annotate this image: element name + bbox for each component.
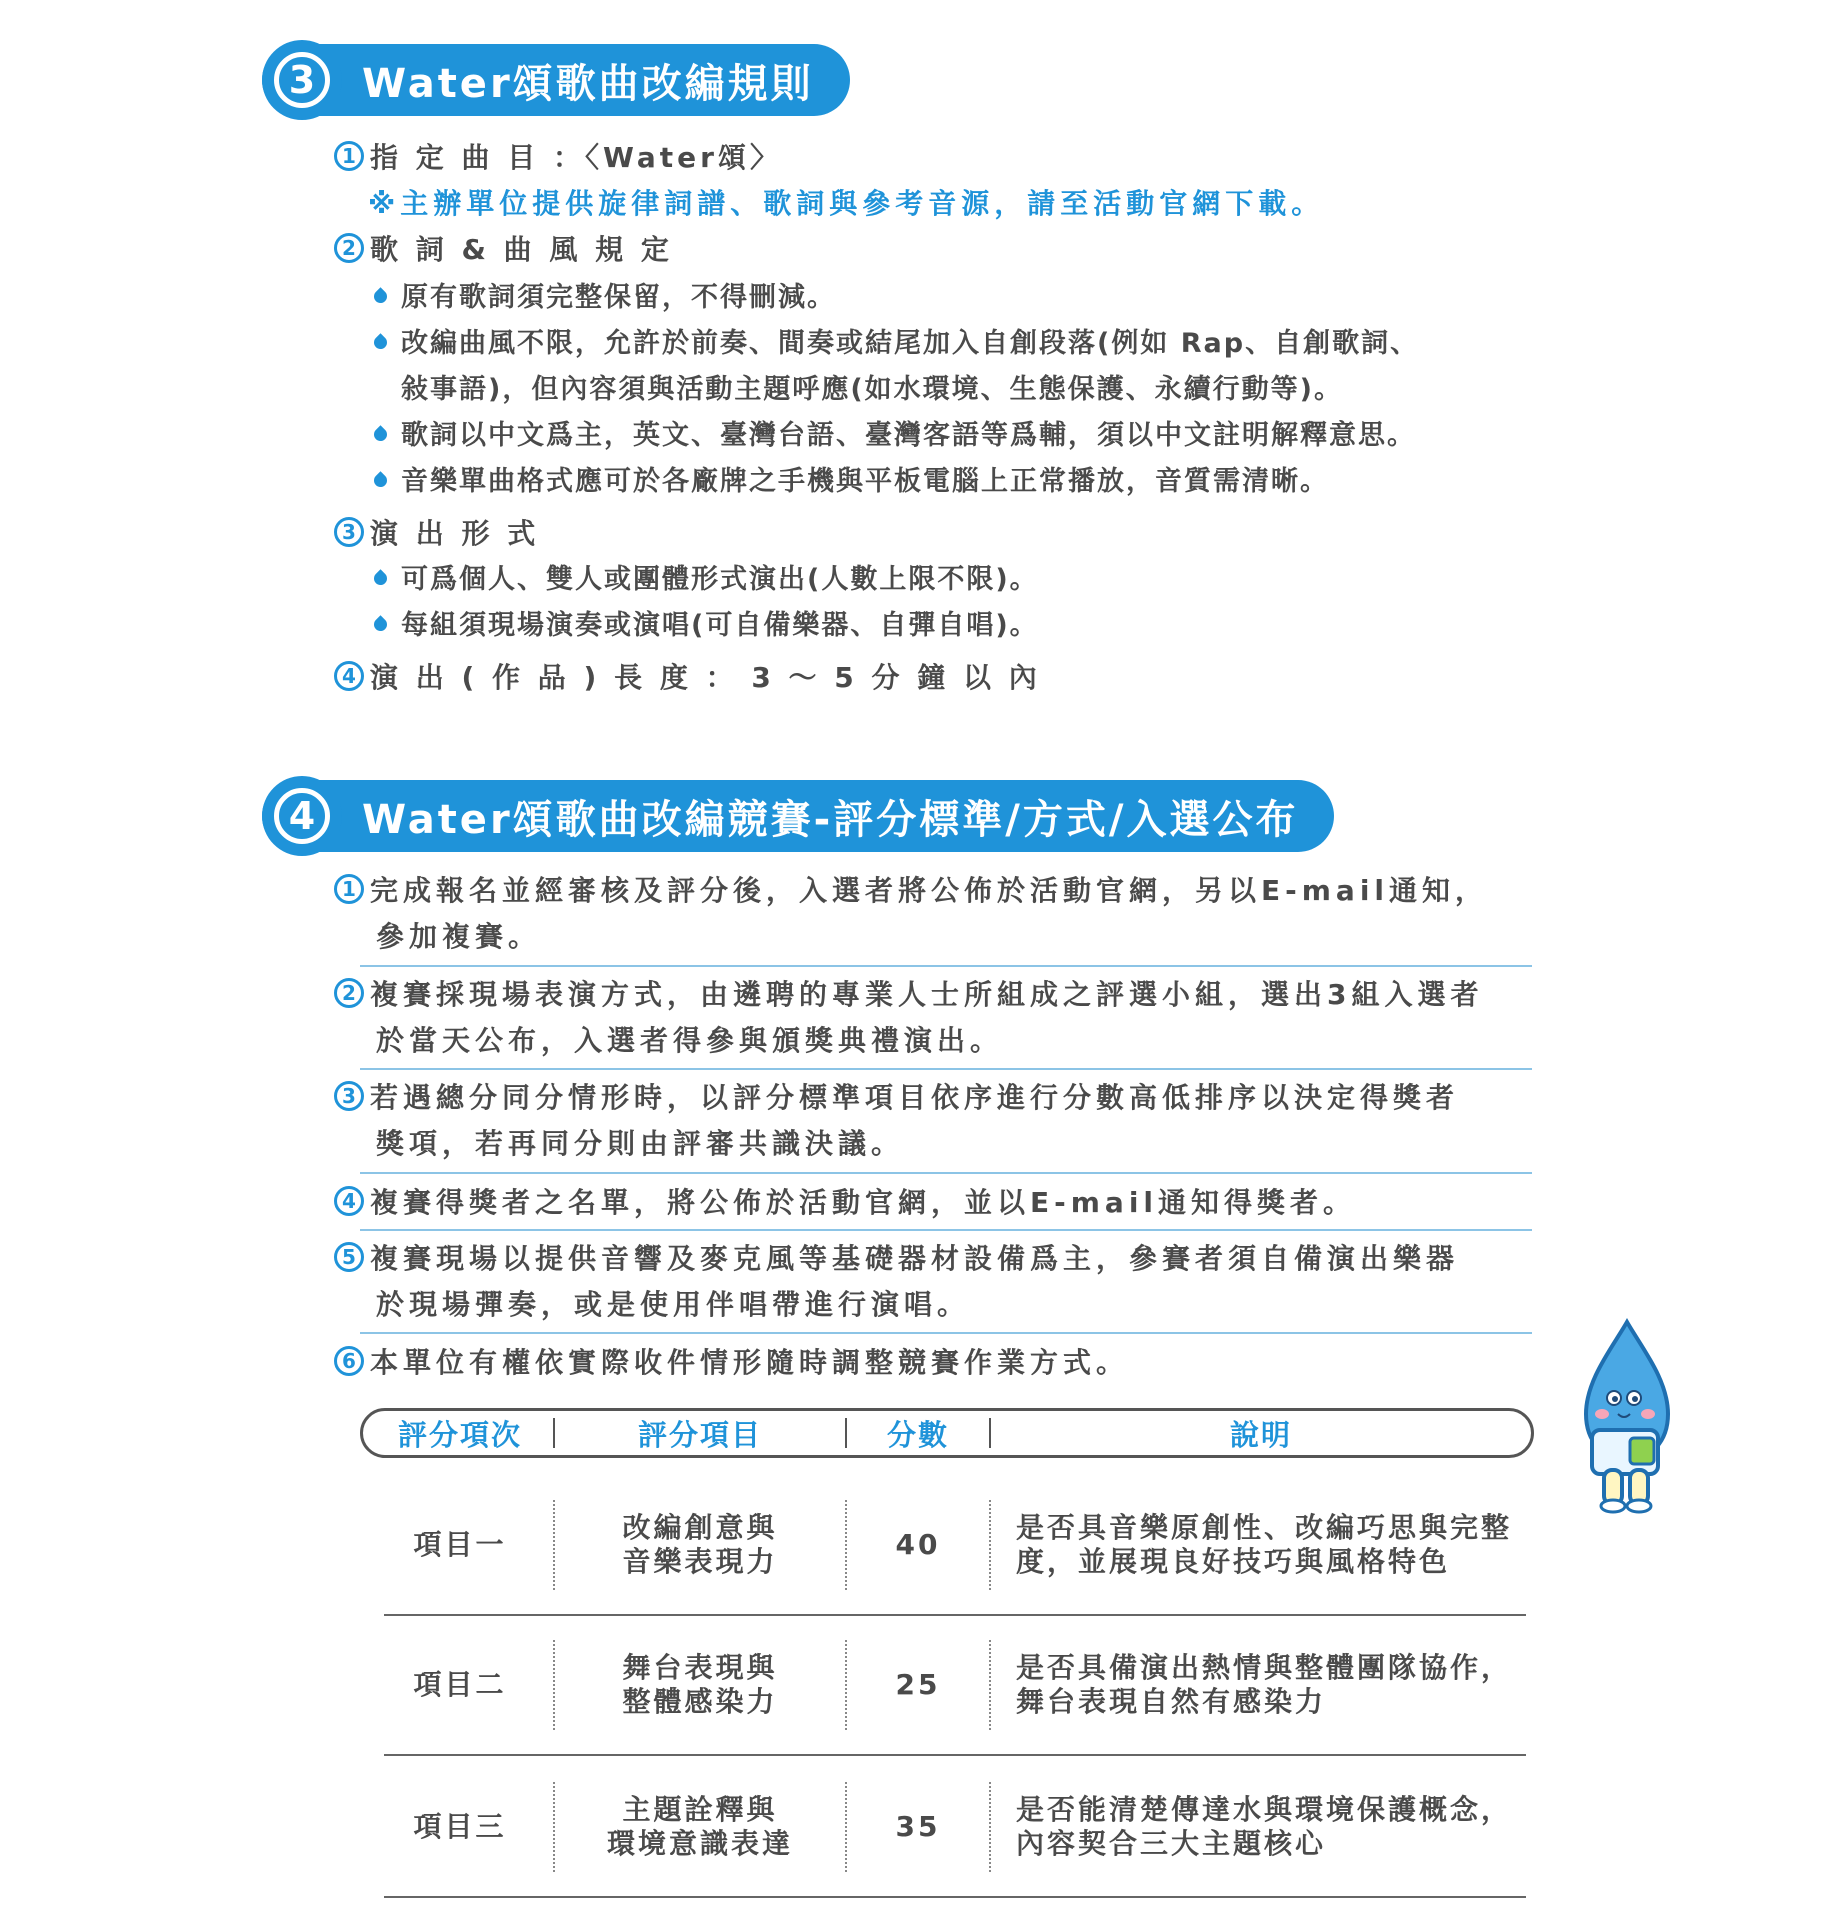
s3-lyrics-rule-2-cont: 敍事語)，但內容須與活動主題呼應(如水環境、生態保護、永續行動等)。 <box>401 374 1344 405</box>
s3-download-note: ※主辦單位提供旋律詞譜、歌詞與參考音源，請至活動官網下載。 <box>368 187 1325 220</box>
table-row-2-score: 25 <box>895 1668 941 1701</box>
s3-lyrics-rule-3: 歌詞以中文爲主，英文、臺灣台語、臺灣客語等爲輔，須以中文註明解釋意思。 <box>374 413 1416 452</box>
section-3-title: Water頌歌曲改編規則 <box>262 44 850 116</box>
separator <box>360 1068 1532 1070</box>
header-item: 評分項目 <box>637 1417 762 1452</box>
water-drop-mascot-illustration <box>1572 1318 1682 1514</box>
header-score: 分數 <box>886 1417 949 1452</box>
section-4-title: Water頌歌曲改編競賽-評分標準/方式/入選公布 <box>262 780 1334 852</box>
table-divider <box>989 1782 991 1872</box>
table-divider <box>989 1640 991 1730</box>
s3-item-3: 3 演 出 形 式 <box>334 512 539 552</box>
table-row-1-score: 40 <box>895 1528 941 1561</box>
s3-lyrics-rule-1: 原有歌詞須完整保留，不得刪減。 <box>374 275 836 314</box>
header-desc: 說明 <box>1229 1417 1292 1452</box>
table-divider <box>989 1500 991 1590</box>
table-row-1-desc: 是否具音樂原創性、改編巧思與完整 度，並展現良好技巧與風格特色 <box>1016 1511 1513 1578</box>
s3-item-1: 1 指 定 曲 目 ：〈Water頌〉 <box>334 136 782 176</box>
table-row-2-item: 舞台表現與 整體感染力 <box>622 1651 778 1718</box>
section-4-header <box>262 780 1334 852</box>
s3-performance-rule-1: 可爲個人、雙人或團體形式演出(人數上限不限)。 <box>374 557 1039 596</box>
separator <box>360 1172 1532 1174</box>
s4-item-4: 4 複賽得獎者之名單，將公佈於活動官網，並以E-mail通知得獎者。 <box>334 1180 1356 1226</box>
table-row-1-item: 改編創意與 音樂表現力 <box>622 1511 778 1578</box>
table-row-2-index: 項目二 <box>413 1668 507 1701</box>
s3-item-2: 2 歌 詞 & 曲 風 規 定 <box>334 228 673 268</box>
s3-lyrics-rule-2: 改編曲風不限，允許於前奏、間奏或結尾加入自創段落(例如 Rap、自創歌詞、 <box>374 321 1419 360</box>
separator <box>360 965 1532 967</box>
table-row-3-score: 35 <box>895 1810 941 1843</box>
water-drop-icon <box>371 287 389 305</box>
table-row-3-desc: 是否能清楚傳達水與環境保護概念， 內容契合三大主題核心 <box>1016 1793 1513 1860</box>
s3-item-4: 4 演 出 ( 作 品 ) 長 度 ： 3 ～ 5 分 鐘 以 內 <box>334 656 1041 696</box>
section-3-number-badge: 3 <box>262 40 342 120</box>
table-row-3-index: 項目三 <box>413 1810 507 1843</box>
water-drop-icon <box>371 425 389 443</box>
section-3-header <box>262 44 850 116</box>
section-4-number-badge: 4 <box>262 776 342 856</box>
table-row-separator <box>384 1614 1526 1616</box>
table-row-2-desc: 是否具備演出熱情與整體團隊協作， 舞台表現自然有感染力 <box>1016 1651 1513 1718</box>
s4-item-1: 1 完成報名並經審核及評分後，入選者將公佈於活動官網，另以E-mail通知， 參加複賽。 <box>334 868 1488 960</box>
s4-item-3: 3 若遇總分同分情形時，以評分標準項目依序進行分數高低排序以決定得獎者 獎項，若再同分則由評審共識決議。 <box>334 1075 1459 1167</box>
water-drop-icon <box>371 569 389 587</box>
s3-performance-rule-2: 每組須現場演奏或演唱(可自備樂器、自彈自唱)。 <box>374 603 1039 642</box>
table-row-1-index: 項目一 <box>413 1528 507 1561</box>
water-drop-icon <box>371 333 389 351</box>
s4-item-6: 6 本單位有權依實際收件情形隨時調整競賽作業方式。 <box>334 1340 1129 1386</box>
header-index: 評分項次 <box>397 1417 522 1452</box>
s4-item-5: 5 複賽現場以提供音響及麥克風等基礎器材設備爲主，參賽者須自備演出樂器 於現場彈奏，或是使用伴唱帶進行演唱。 <box>334 1236 1459 1328</box>
table-row-separator <box>384 1896 1526 1898</box>
table-row-3-item: 主題詮釋與 環境意識表達 <box>606 1793 793 1860</box>
water-drop-icon <box>371 471 389 489</box>
separator <box>360 1332 1532 1334</box>
s4-item-2: 2 複賽採現場表演方式，由遴聘的專業人士所組成之評選小組，選出3組入選者 於當天公布，入選者得參與頒獎典禮演出。 <box>334 972 1484 1064</box>
table-row-separator <box>384 1754 1526 1756</box>
water-drop-icon <box>371 615 389 633</box>
s3-lyrics-rule-4: 音樂單曲格式應可於各廠牌之手機與平板電腦上正常播放，音質需清晰。 <box>374 459 1329 498</box>
separator <box>360 1229 1532 1231</box>
